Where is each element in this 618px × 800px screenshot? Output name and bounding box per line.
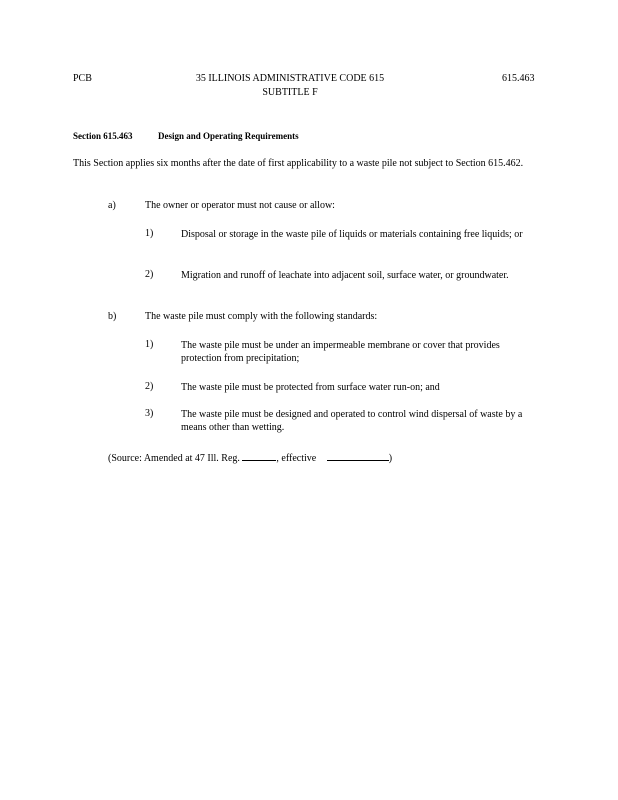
a-item-2-text: Migration and runoff of leachate into adjacent soil, surface water, or groundwater. (181, 270, 509, 281)
b-item-3-text: The waste pile must be designed and operated to control wind dispersal of waste by a means other than wetting. (181, 409, 523, 433)
a-item-2-label: 2) (145, 269, 154, 280)
header-left: PCB (73, 73, 92, 84)
subsection-a-label: a) (108, 200, 116, 211)
register-blank (242, 451, 276, 461)
section-number: Section 615.463 (73, 131, 133, 141)
header-center-line1: 35 ILLINOIS ADMINISTRATIVE CODE 615 (195, 73, 385, 84)
intro-paragraph: This Section applies six months after the date of first applicability to a waste pile not subject to Section 615.462. (73, 158, 524, 169)
section-title: Design and Operating Requirements (158, 131, 299, 141)
a-item-1-label: 1) (145, 228, 154, 239)
subsection-b-text: The waste pile must comply with the following standards: (145, 311, 378, 322)
header-right: 615.463 (502, 73, 535, 84)
b-item-2-label: 2) (145, 381, 154, 392)
source-note (108, 451, 392, 464)
source-prefix: (Source: Amended at 47 Ill. Reg. (108, 453, 240, 464)
b-item-2-text: The waste pile must be protected from surface water run-on; and (181, 382, 440, 393)
header-center-line2: SUBTITLE F (262, 87, 318, 98)
source-suffix: ) (388, 453, 393, 464)
b-item-3-label: 3) (145, 408, 154, 419)
subsection-b-label: b) (108, 311, 117, 322)
a-item-1-text: Disposal or storage in the waste pile of liquids or materials containing free liquids; or (181, 229, 523, 240)
b-item-1-label: 1) (145, 339, 154, 350)
source-mid: , effective (276, 453, 317, 464)
subsection-a-text: The owner or operator must not cause or allow: (145, 200, 335, 211)
effective-date-blank (327, 451, 389, 461)
b-item-1-text: The waste pile must be under an impermeable membrane or cover that provides protection from precipitation; (181, 340, 500, 364)
